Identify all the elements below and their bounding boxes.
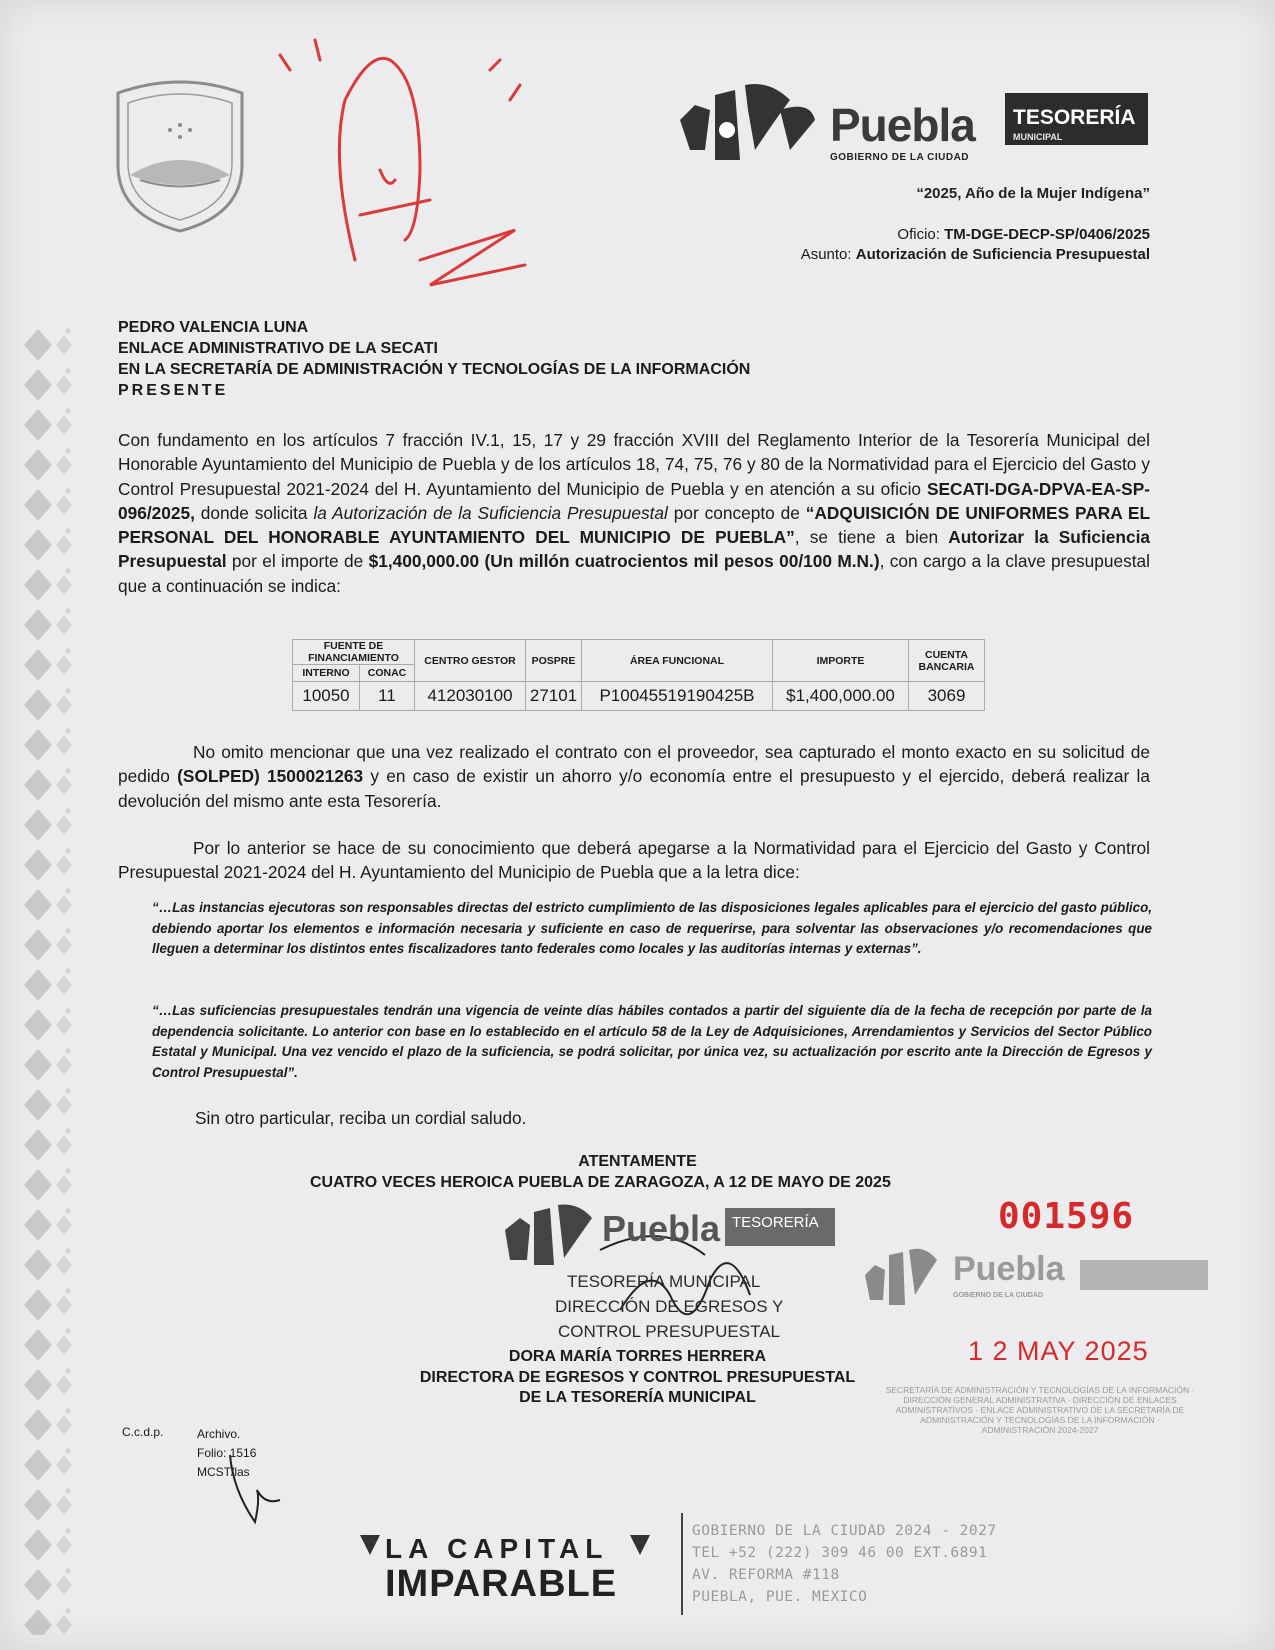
signer-subtitle: DE LA TESORERÍA MUNICIPAL [519, 1389, 756, 1406]
th-conac: CONAC [360, 665, 415, 682]
p1-concepto: “ADQUISICIÓN DE UNIFORMES PARA EL PERSONAL DEL HONORABLE AYUNTAMIENTO DEL MUNICIPIO DE PUEBLA” [118, 502, 1150, 548]
cell-conac: 11 [360, 682, 415, 711]
red-ink-scribble [270, 30, 590, 305]
footer-line-3: AV. REFORMA #118 [692, 1567, 840, 1583]
p1-autorizar: Autorizar la Suficiencia Presupuestal [118, 527, 1150, 572]
received-date: 1 2 MAY 2025 [968, 1336, 1149, 1366]
cell-interno: 10050 [293, 682, 360, 711]
closing-line: Sin otro particular, reciba un cordial saludo. [195, 1108, 527, 1128]
addressee-block [118, 317, 750, 401]
p1-text-d: , se tiene a bien [794, 527, 949, 548]
table-row [293, 682, 985, 711]
official-stamp [500, 1200, 835, 1355]
th-fuente: FUENTE DE FINANCIAMIENTO [293, 640, 415, 665]
quote-1: “…Las instancias ejecutoras son responsables directas del estricto cumplimiento de las disposiciones legales aplicables para el ejercicio del gasto público, debiendo aportar los elementos e información necesaria y suficiente en caso de requerirse, para solventar las observaciones y/o recomendaciones que lleguen a determinar los distintos entes fiscalizadores tanto federales como locales y las auditorías internas y externas”. [152, 900, 1152, 956]
ccp-folio: Folio: 1516 [197, 1446, 257, 1460]
atentamente: ATENTAMENTE [578, 1153, 697, 1170]
oficio-label: Oficio: [897, 226, 940, 243]
body-paragraph-1 [118, 428, 1150, 598]
p1-text-f: , con cargo a la clave presupuestal que a continuación se indica: [118, 551, 1151, 596]
th-importe: IMPORTE [773, 640, 909, 682]
reception-stamp-text: SECRETARÍA DE ADMINISTRACIÓN Y TECNOLOGÍAS DE LA INFORMACIÓN · DIRECCIÓN GENERAL ADMINISTRATIVA · DIRECCIÓN DE ENLACES ADMINISTRATIVOS · ENLACE ADMINISTRATIVO DE LA SECRETARÍA DE ADMINISTRACIÓN Y TECNOLOGÍAS DE LA INFORMACIÓN · ADMINISTRACIÓN 2024-2027 [885, 1385, 1195, 1435]
tesoreria-subtitle: MUNICIPAL [1013, 132, 1063, 142]
reception-brand: Puebla [953, 1250, 1065, 1288]
body-paragraph-3: Por lo anterior se hace de su conocimiento que deberá apegarse a la Normatividad para el Ejercicio del Gasto y Control Presupuestal 2021-2024 del H. Ayuntamiento del Municipio de Puebla que a la letra dice: [118, 838, 1150, 883]
p1-text-b: donde solicita [194, 502, 314, 523]
p2-text-a: No omito mencionar que una vez realizado el contrato con el proveedor, sea capturado el monto exacto en su solicitud de pedido [118, 742, 1150, 787]
footer-line-4: PUEBLA, PUE. MEXICO [692, 1589, 868, 1605]
p1-text-a: Con fundamento en los artículos 7 fracción IV.1, 15, 17 y 29 fracción XVIII del Reglamento Interior de la Tesorería Municipal del Honorable Ayuntamiento del Municipio de Puebla y de los artículos 18, 74, 75, 76 y 80 de la Normatividad para el Ejercicio del Gasto y Control Presupuestal 2021-2024 del H. Ayuntamiento del Municipio de Puebla y en atención a su oficio [118, 430, 1150, 499]
stamp-tes: TESORERÍA [732, 1214, 819, 1231]
municipal-seal-icon [100, 75, 260, 235]
oficio-value: TM-DGE-DECP-SP/0406/2025 [944, 226, 1150, 243]
footer-la-capital: LA CAPITAL [385, 1533, 609, 1564]
th-centro: CENTRO GESTOR [415, 640, 526, 682]
stamp-brand: Puebla [602, 1208, 721, 1249]
asunto-line [801, 246, 1150, 263]
cell-cuenta: 3069 [909, 682, 985, 711]
p1-importe: $1,400,000.00 (Un millón cuatrocientos mil pesos 00/100 M.N.) [368, 551, 880, 572]
ccp-label: C.c.d.p. [122, 1425, 164, 1439]
ccp-archivo: Archivo. [197, 1427, 241, 1441]
p1-oficio-ref: SECATI-DGA-DPVA-EA-SP-096/2025, [118, 478, 1150, 523]
presente: PRESENTE [118, 382, 229, 399]
th-interno: INTERNO [293, 665, 360, 682]
footer-divider [681, 1513, 683, 1615]
asunto-label: Asunto: [800, 246, 852, 263]
cell-area: P10045519190425B [582, 682, 773, 711]
body-paragraph-2 [118, 740, 1150, 813]
stamp-line-3: CONTROL PRESUPUESTAL [558, 1322, 780, 1341]
asunto-value: Autorización de Suficiencia Presupuestal [855, 246, 1150, 263]
stamp-line-1: TESORERÍA MUNICIPAL [567, 1272, 761, 1291]
year-motto: “2025, Año de la Mujer Indígena” [916, 185, 1150, 202]
footer-line-1: GOBIERNO DE LA CIUDAD 2024 - 2027 [692, 1523, 997, 1539]
p1-italic: la Autorización de la Suficiencia Presupuestal [313, 502, 668, 523]
brand-subtitle: GOBIERNO DE LA CIUDAD [830, 152, 970, 163]
quote-2: “…Las suficiencias presupuestales tendrán una vigencia de veinte días hábiles contados a partir del siguiente día de la fecha de recepción por parte de la dependencia solicitante. Lo anterior con base en lo establecido en el artículo 58 de la Ley de Adquisiciones, Arrendamientos y Servicios del Sector Público Estatal y Municipal. Una vez vencido el plazo de la suficiencia, se podrá solicitar, por única vez, su actualización por escrito ante la Dirección de Egresos y Control Presupuestal”. [152, 1003, 1152, 1080]
th-area: ÁREA FUNCIONAL [582, 640, 773, 682]
tesoreria-title: TESORERÍA [1013, 106, 1136, 129]
place-date: CUATRO VECES HEROICA PUEBLA DE ZARAGOZA, A 12 DE MAYO DE 2025 [310, 1174, 891, 1191]
decorative-border-strip [18, 325, 80, 1635]
brand-wordmark: Puebla [830, 99, 975, 151]
addressee-dept: EN LA SECRETARÍA DE ADMINISTRACIÓN Y TECNOLOGÍAS DE LA INFORMACIÓN [118, 361, 751, 378]
footer-line-2: TEL +52 (222) 309 46 00 EXT.6891 [692, 1545, 988, 1561]
th-pospre: POSPRE [526, 640, 582, 682]
footer-imparable: IMPARABLE [385, 1563, 618, 1605]
signer-name: DORA MARÍA TORRES HERRERA [508, 1348, 767, 1365]
signer-title: DIRECTORA DE EGRESOS Y CONTROL PRESUPUESTAL [419, 1369, 856, 1386]
cell-centro: 412030100 [415, 682, 526, 711]
oficio-line [897, 226, 1150, 243]
p1-text-c: por concepto de [667, 502, 806, 523]
reception-brand-sub: GOBIERNO DE LA CIUDAD [953, 1292, 1043, 1299]
p1-text-e: por el importe de [226, 551, 369, 572]
addressee-title: ENLACE ADMINISTRATIVO DE LA SECATI [118, 340, 438, 357]
p2-text-b: y en caso de existir un ahorro y/o economía entre el presupuesto y el ejercido, deberá realizar la devolución del mismo ante esta Tesorería. [118, 766, 1151, 811]
cell-pospre: 27101 [526, 682, 582, 711]
reception-logo [865, 1245, 1210, 1315]
handwritten-initials [225, 1450, 285, 1530]
stamp-line-2: DIRECCIÓN DE EGRESOS Y [555, 1297, 784, 1316]
budget-key-table [292, 639, 985, 711]
p2-solped: (SOLPED) 1500021263 [177, 766, 364, 787]
ccp-initials: MCST/las [197, 1465, 250, 1479]
cell-importe: $1,400,000.00 [773, 682, 909, 711]
folio-number: 001596 [998, 1196, 1135, 1237]
footer-contact [692, 1520, 997, 1608]
addressee-name: PEDRO VALENCIA LUNA [118, 319, 309, 336]
th-cuenta: CUENTA BANCARIA [909, 640, 985, 682]
